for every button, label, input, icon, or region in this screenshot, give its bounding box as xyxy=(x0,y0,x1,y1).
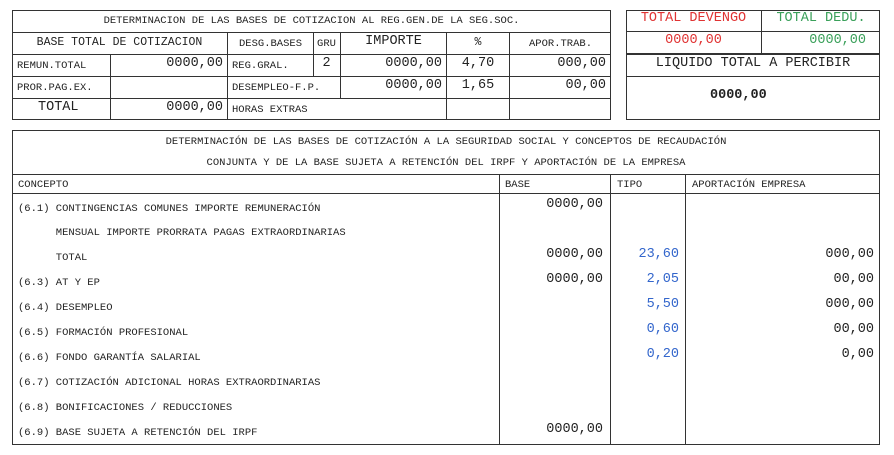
base-value: 0000,00 xyxy=(546,247,603,262)
row-gru: 2 xyxy=(322,56,331,71)
divider xyxy=(626,31,880,32)
tipo-value: 0,60 xyxy=(646,322,679,337)
divider xyxy=(12,193,880,194)
concepto-row: (6.4) DESEMPLEO xyxy=(18,302,113,314)
row-label: REMUN.TOTAL xyxy=(17,60,87,72)
total-dedu-label: TOTAL DEDU. xyxy=(776,11,866,26)
tipo-value: 2,05 xyxy=(646,272,679,287)
total-devengo-label: TOTAL DEVENGO xyxy=(640,11,747,26)
divider xyxy=(626,76,880,77)
row-apor: 00,00 xyxy=(565,78,606,93)
liquido-value: 0000,00 xyxy=(710,88,767,103)
row-desg: REG.GRAL. xyxy=(232,60,289,72)
header-tipo: TIPO xyxy=(617,179,643,191)
row-pct: 4,70 xyxy=(461,56,495,71)
row-apor: 000,00 xyxy=(557,56,606,71)
bases-title-line1: DETERMINACIÓN DE LAS BASES DE COTIZACIÓN A LA SEGURIDAD SOCIAL Y CONCEPTOS DE RECAUDACIÓN xyxy=(165,136,727,148)
concepto-row: MENSUAL IMPORTE PRORRATA PAGAS EXTRAORDINARIAS xyxy=(18,227,346,239)
header-desg-bases: DESG.BASES xyxy=(238,38,302,50)
concepto-row: (6.5) FORMACIÓN PROFESIONAL xyxy=(18,327,189,339)
tipo-value: 23,60 xyxy=(638,247,679,262)
base-value: 0000,00 xyxy=(546,272,603,287)
concepto-row: (6.6) FONDO GARANTÍA SALARIAL xyxy=(18,352,201,364)
header-pct: % xyxy=(474,36,482,49)
concepto-row: TOTAL xyxy=(18,252,88,264)
row-importe: 0000,00 xyxy=(385,78,442,93)
total-dedu-value: 0000,00 xyxy=(809,33,866,48)
row-value: 0000,00 xyxy=(166,56,223,71)
concepto-row: (6.9) BASE SUJETA A RETENCIÓN DEL IRPF xyxy=(18,427,258,439)
tipo-value: 5,50 xyxy=(646,297,679,312)
divider xyxy=(12,76,611,77)
divider xyxy=(12,54,611,55)
header-gru: GRU xyxy=(317,38,336,50)
header-concepto: CONCEPTO xyxy=(18,179,69,191)
base-value: 0000,00 xyxy=(546,197,603,212)
row-pct: 1,65 xyxy=(461,78,495,93)
row-value: 0000,00 xyxy=(166,100,223,115)
divider xyxy=(499,174,500,445)
divider xyxy=(12,98,611,99)
cotizacion-title: DETERMINACION DE LAS BASES DE COTIZACION AL REG.GEN.DE LA SEG.SOC. xyxy=(103,15,520,27)
header-apor-trab: APOR.TRAB. xyxy=(528,38,592,50)
total-devengo-value: 0000,00 xyxy=(665,33,722,48)
aportacion-value: 000,00 xyxy=(825,297,874,312)
concepto-row: (6.8) BONIFICACIONES / REDUCCIONES xyxy=(18,402,233,414)
header-base: BASE xyxy=(505,179,531,191)
divider xyxy=(12,32,611,33)
row-desg: HORAS EXTRAS xyxy=(232,104,308,116)
concepto-row: (6.7) COTIZACIÓN ADICIONAL HORAS EXTRAORDINARIAS xyxy=(18,377,321,389)
tipo-value: 0,20 xyxy=(646,347,679,362)
row-desg: DESEMPLEO-F.P. xyxy=(232,82,321,94)
base-value: 0000,00 xyxy=(546,422,603,437)
header-aportacion: APORTACIÓN EMPRESA xyxy=(692,179,806,191)
concepto-row: (6.3) AT Y EP xyxy=(18,277,100,289)
header-base-total: BASE TOTAL DE COTIZACION xyxy=(36,36,203,49)
liquido-label: LIQUIDO TOTAL A PERCIBIR xyxy=(655,56,851,71)
row-label-total: TOTAL xyxy=(38,100,79,115)
aportacion-value: 0,00 xyxy=(841,347,874,362)
bases-title-line2: CONJUNTA Y DE LA BASE SUJETA A RETENCIÓN DEL IRPF Y APORTACIÓN DE LA EMPRESA xyxy=(206,157,686,169)
row-label: PROR.PAG.EX. xyxy=(17,82,93,94)
header-importe: IMPORTE xyxy=(365,34,422,49)
aportacion-value: 00,00 xyxy=(833,322,874,337)
aportacion-value: 000,00 xyxy=(825,247,874,262)
divider xyxy=(12,174,880,175)
row-importe: 0000,00 xyxy=(385,56,442,71)
concepto-row: (6.1) CONTINGENCIAS COMUNES IMPORTE REMUNERACIÓN xyxy=(18,203,321,215)
aportacion-value: 00,00 xyxy=(833,272,874,287)
